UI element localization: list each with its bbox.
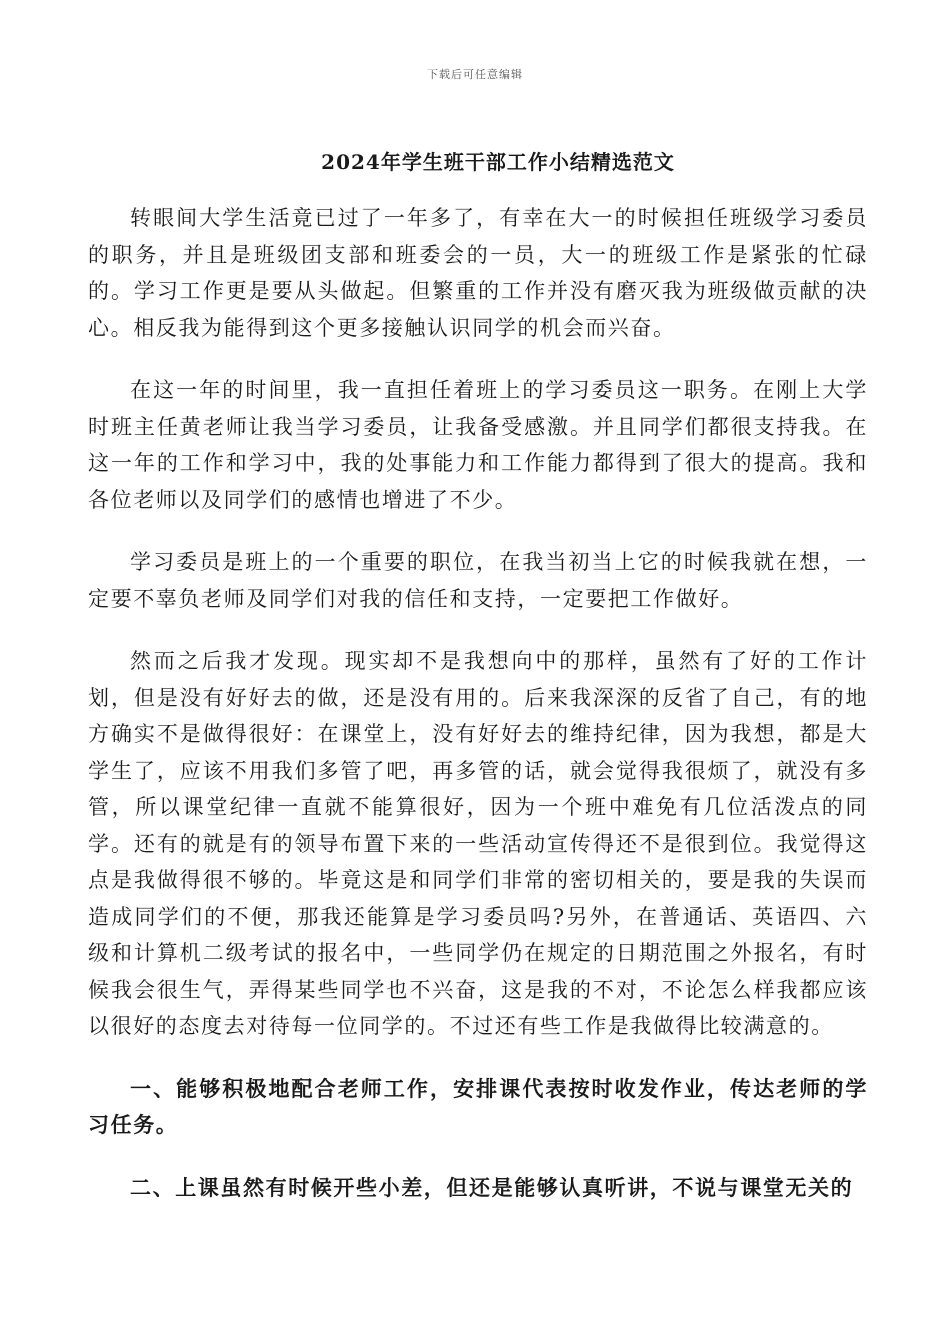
paragraph-role: 在这一年的时间里，我一直担任着班上的学习委员这一职务。在刚上大学时班主任黄老师让我当学习委员，让我备受感激。并且同学们都很支持我。在这一年的工作和学习中，我的处事能力和工作能力都得到了很大的提高。我和各位老师以及同学们的感情也增进了不少。: [88, 378, 868, 512]
document-title: 2024年学生班干部工作小结精选范文: [321, 150, 675, 174]
paragraph-intro: 转眼间大学生活竟已过了一年多了，有幸在大一的时候担任班级学习委员的职务，并且是班级团支部和班委会的一员，大一的班级工作是紧张的忙碌的。学习工作更是要从头做起。但繁重的工作并没有磨灭我为班级做贡献的决心。相反我为能得到这个更多接触认识同学的机会而兴奋。: [88, 206, 868, 340]
paragraph-reflection: 然而之后我才发现。现实却不是我想向中的那样，虽然有了好的工作计划，但是没有好好去的做，还是没有用的。后来我深深的反省了自己，有的地方确实不是做得很好：在课堂上，没有好好去的维持纪律，因为我想，都是大学生了，应该不用我们多管了吧，再多管的话，就会觉得我很烦了，就没有多管，所以课堂纪律一直就不能算很好，因为一个班中难免有几位活泼点的同学。还有的就是有的领导布置下来的一些活动宣传得还不是很到位。我觉得这点是我做得很不够的。毕竟这是和同学们非常的密切相关的，要是我的失误而造成同学们的不便，那我还能算是学习委员吗?另外，在普通话、英语四、六级和计算机二级考试的报名中，一些同学仍在规定的日期范围之外报名，有时候我会很生气，弄得某些同学也不兴奋，这是我的不对，不论怎么样我都应该以很好的态度去对待每一位同学的。不过还有些工作是我做得比较满意的。: [88, 649, 868, 1038]
header-note: 下载后可任意编辑: [427, 68, 523, 81]
paragraph-point-one: 一、能够积极地配合老师工作，安排课代表按时收发作业，传达老师的学习任务。: [88, 1075, 868, 1137]
document-body: [88, 200, 868, 1232]
paragraph-point-two: 二、上课虽然有时候开些小差，但还是能够认真听讲，不说与课堂无关的: [130, 1174, 854, 1200]
paragraph-importance: 学习委员是班上的一个重要的职位，在我当初当上它的时候我就在想，一定要不辜负老师及同学们对我的信任和支持，一定要把工作做好。: [88, 550, 868, 611]
